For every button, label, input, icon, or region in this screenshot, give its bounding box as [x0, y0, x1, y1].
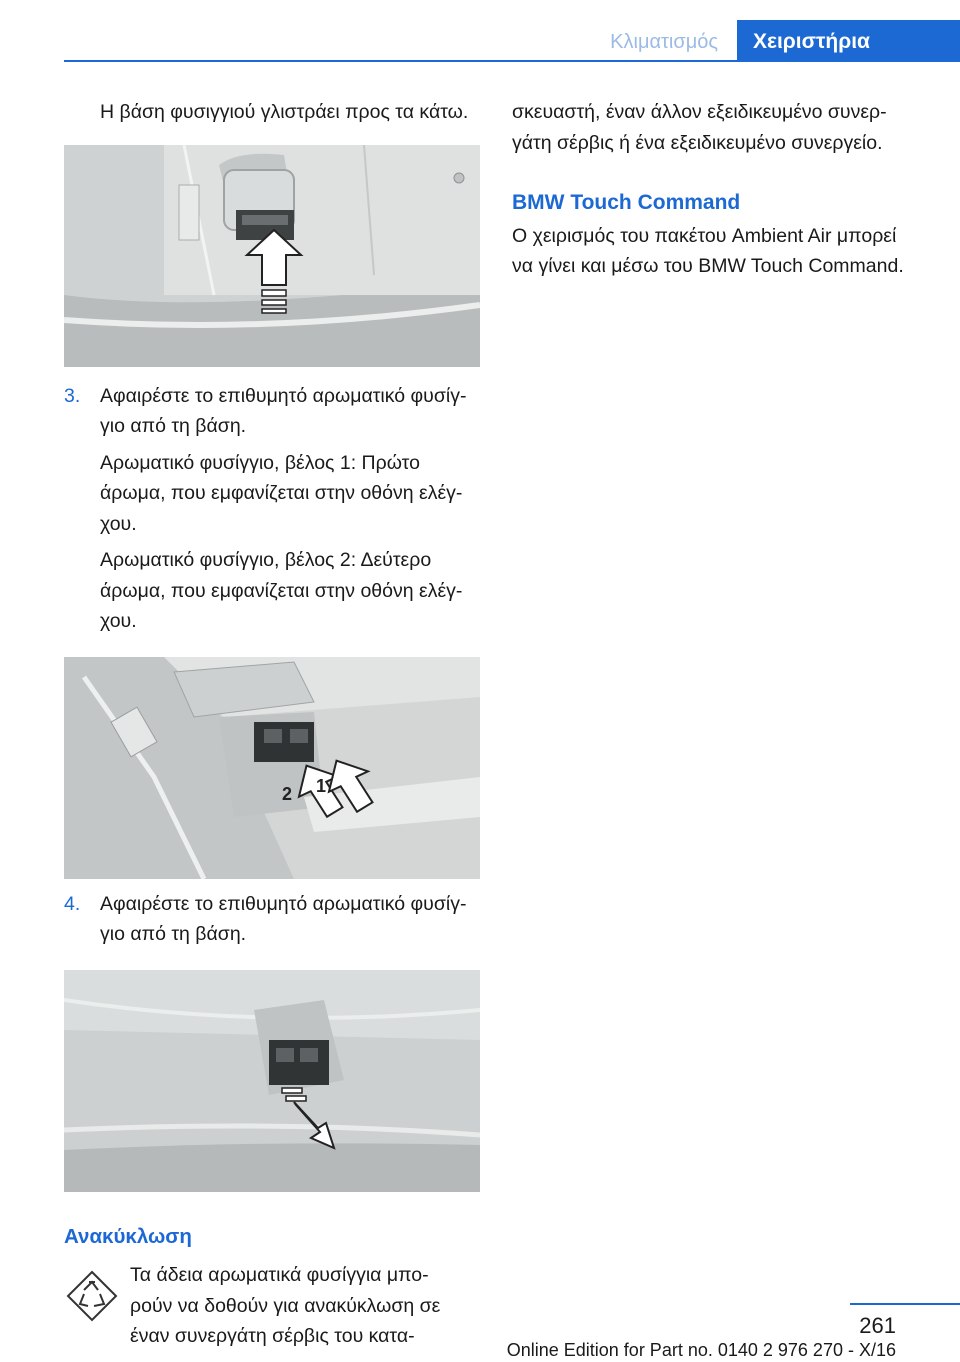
photo-cartridge-arrows [64, 657, 480, 879]
step-3-note-2: Αρωματικό φυσίγγιο, βέλος 2: Δεύτερο άρωμα, που εμφανίζεται στην οθόνη ελέγ- χου. [100, 549, 463, 632]
arrow-label-2: 2 [282, 783, 293, 804]
footer-rule [850, 1303, 960, 1305]
left-column [64, 97, 480, 1352]
recycling-heading: Ανακύκλωση [64, 1224, 192, 1248]
photo-holder-slides-down [64, 145, 480, 367]
page-number: 261 [859, 1313, 896, 1338]
step-3-text: Αφαιρέστε το επιθυμητό αρωματικό φυσίγ- γιο από τη βάση. [100, 384, 467, 437]
intro-text: Η βάση φυσιγγιού γλιστράει προς τα κάτω. [100, 101, 469, 123]
touch-command-heading: BMW Touch Command [512, 191, 741, 214]
chapter-tab[interactable]: Χειριστήρια [737, 20, 960, 62]
continuation-text: σκευαστή, έναν άλλον εξειδικευμένο συνερ- γάτη σέρβις ή ένα εξειδικευμένο συνεργείο. [512, 101, 887, 154]
step-4 [64, 889, 480, 950]
right-column [512, 97, 922, 282]
step-3-note-1: Αρωματικό φυσίγγιο, βέλος 1: Πρώτο άρωμα, που εμφανίζεται στην οθόνη ελέγ- χου. [100, 451, 463, 535]
edition-info: Online Edition for Part no. 0140 2 976 270 - X/16 [506, 1340, 896, 1360]
page-header [0, 0, 960, 62]
step-3-number: 3. [64, 384, 81, 407]
step-4-number: 4. [64, 892, 81, 915]
recycling-text: Τα άδεια αρωματικά φυσίγγια μπο- ρούν να δοθούν για ανακύκλωση σε έναν συνεργάτη σέρβις του κατα- [130, 1264, 441, 1347]
arrow-label-1: 1 [316, 775, 327, 796]
touch-command-text: Ο χειρισμός του πακέτου Ambient Air μπορεί να γίνει και μέσω του BMW Touch Command. [512, 224, 904, 277]
recycle-icon [64, 1268, 120, 1324]
section-tab[interactable]: Κλιματισμός [610, 31, 718, 53]
header-rule [64, 60, 960, 62]
photo-cartridge-removed [64, 970, 480, 1192]
recycling-note [64, 1260, 480, 1352]
step-3 [64, 381, 480, 637]
step-4-text: Αφαιρέστε το επιθυμητό αρωματικό φυσίγ- γιο από τη βάση. [100, 892, 467, 945]
